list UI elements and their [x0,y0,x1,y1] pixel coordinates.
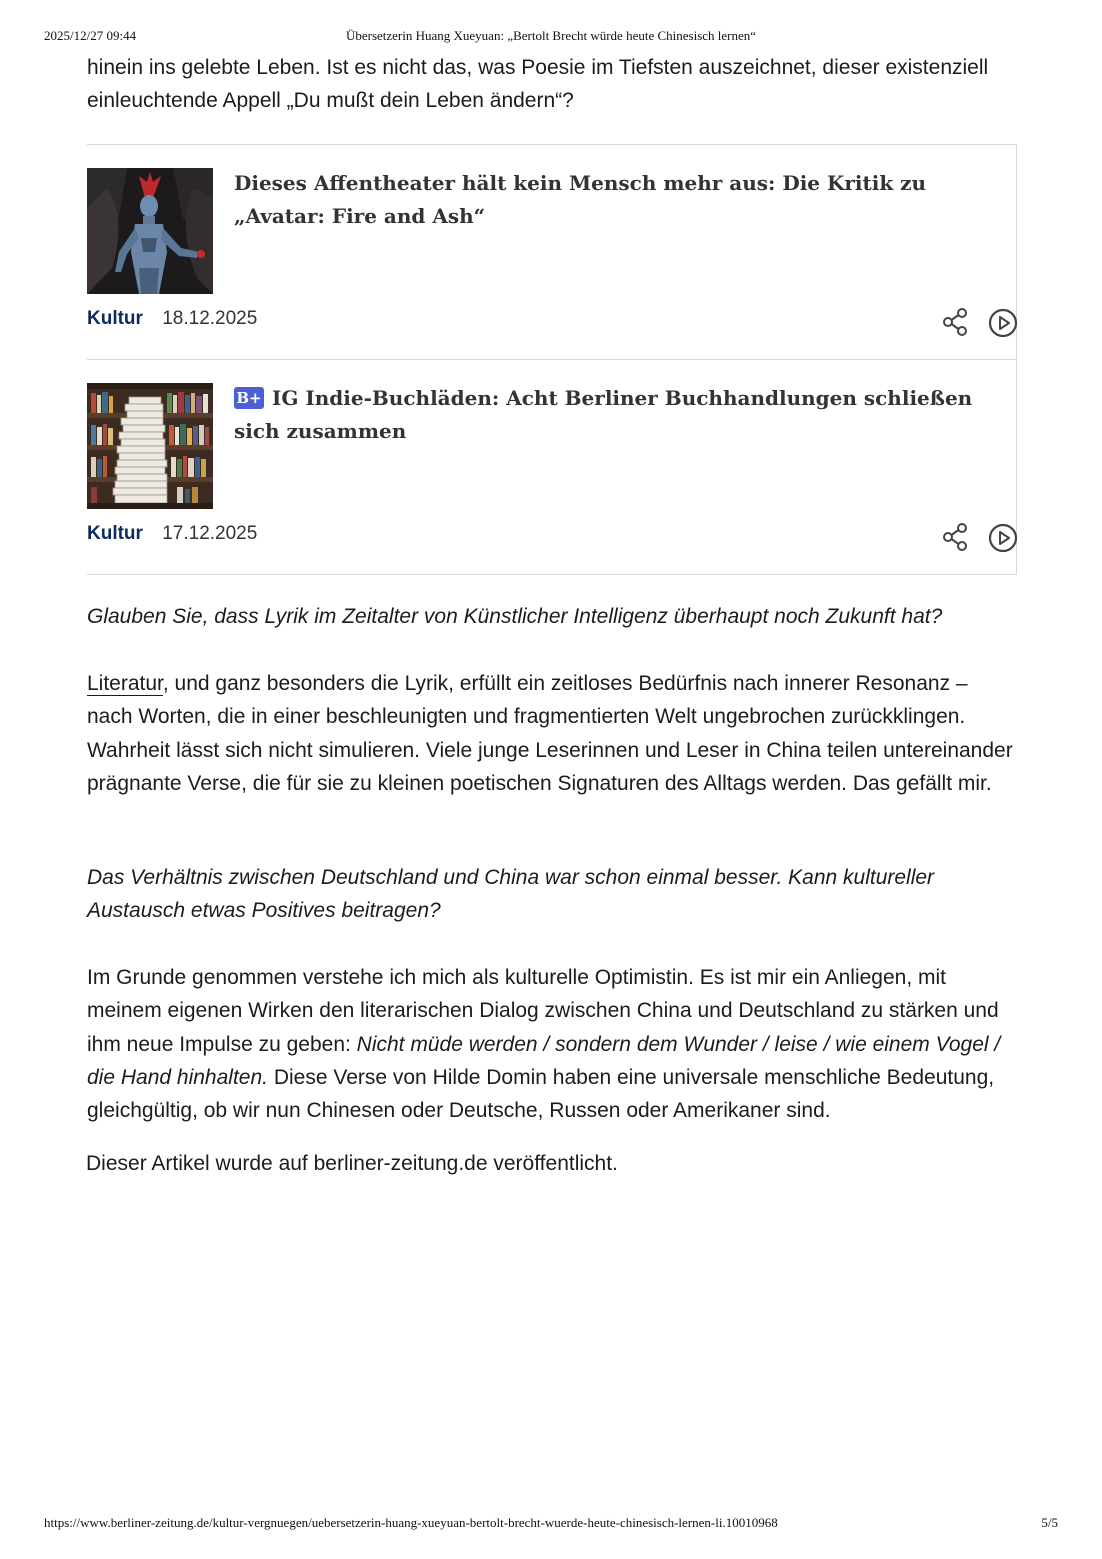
interview-answer [87,667,1017,800]
literatur-link[interactable]: Literatur [87,672,163,695]
share-icon[interactable] [942,308,970,336]
answer-text: Im Grunde genommen verstehe ich mich als kulturelle Optimistin. Es ist mir ein Anliegen, mit meinem eigenen Wirken den literarischen Dialog zwischen China und Deutschland zu stärken und ihm neue Impulse zu geben: [87,966,999,1056]
publication-note: Dieser Artikel wurde auf berliner-zeitung.de veröffentlicht. [86,1152,618,1175]
teaser-headline[interactable]: Dieses Affentheater hält kein Mensch mehr aus: Die Kritik zu „Avatar: Fire and Ash“ [234,171,927,228]
teaser-category[interactable]: Kultur [87,308,143,329]
print-header [44,28,1058,48]
answer-text: Diese Verse von Hilde Domin haben eine universale menschliche Bedeutung, gleichgültig, ob wir nun Chinesen oder Deutsche, Russen oder Amerikaner sind. [87,1065,995,1123]
page-number: 5/5 [1041,1515,1058,1530]
teaser-category[interactable]: Kultur [87,523,143,544]
teaser-meta [87,308,257,330]
poem-quote: Nicht müde werden / sondern dem Wunder / leise / wie einem Vogel / die Hand hinhalten. [87,1032,1001,1089]
bookstack-image[interactable] [87,383,213,509]
teaser-headline-text[interactable]: IG Indie-Buchläden: Acht Berliner Buchhandlungen schließen sich zusammen [234,386,973,443]
play-audio-icon[interactable] [988,523,1018,553]
teaser-date: 18.12.2025 [162,308,258,329]
play-audio-icon[interactable] [988,308,1018,338]
print-datetime: 2025/12/27 09:44 [44,28,137,43]
teaser-card[interactable] [87,360,1016,575]
teaser-date: 17.12.2025 [162,523,258,544]
print-page-title: Übersetzerin Huang Xueyuan: „Bertolt Brecht würde heute Chinesisch lernen“ [345,28,757,43]
answer-text: , und ganz besonders die Lyrik, erfüllt ein zeitloses Bedürfnis nach innerer Resonanz – nach Worten, die in einer beschleunigten und fragmentierten Welt ungebrochen zurückklingen. Wahrheit lässt sich nicht simulieren. Viele junge Leserinnen und Leser in China teilen untereinander prägnante Verse, die für sie zu kleinen poetischen Signaturen des Alltags werden. Das gefällt mir. [87,672,1013,795]
print-url: https://www.berliner-zeitung.de/kultur-vergnuegen/uebersetzerin-huang-xueyuan-bertolt-brecht-wuerde-heute-chinesisch-lernen-li.10010968 [44,1515,778,1530]
related-teasers [87,144,1017,575]
interview-answer [87,961,1017,1127]
teaser-card[interactable] [87,145,1016,360]
share-icon[interactable] [942,523,970,551]
interview-question: Das Verhältnis zwischen Deutschland und China war schon einmal besser. Kann kultureller Austausch etwas Positives beitragen? [87,866,935,923]
teaser-headline[interactable] [234,382,1002,448]
teaser-meta [87,523,257,545]
avatar-film-image[interactable] [87,168,213,294]
intro-paragraph: hinein ins gelebte Leben. Ist es nicht das, was Poesie im Tiefsten auszeichnet, dieser existenziell einleuchtende Appell „Du mußt dein Leben ändern“? [87,56,989,113]
print-footer [44,1515,1058,1535]
plus-badge-icon: B+ [234,387,264,409]
interview-question: Glauben Sie, dass Lyrik im Zeitalter von Künstlicher Intelligenz überhaupt noch Zukunft hat? [87,605,943,628]
